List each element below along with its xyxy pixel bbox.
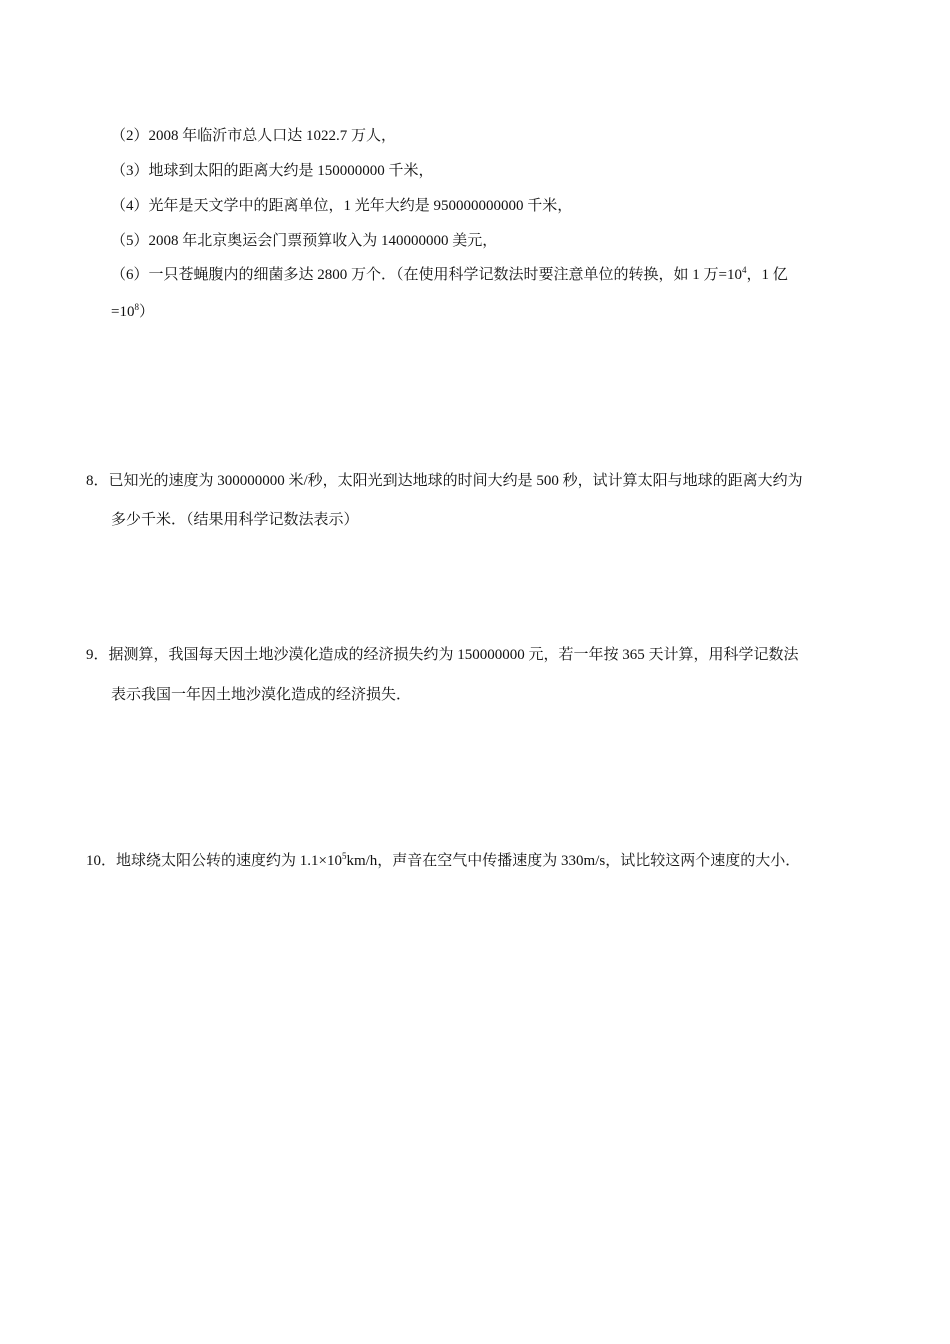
question-text: 8．已知光的速度为 300000000 米/秒，太阳光到达地球的时间大约是 500 秒，试计算太阳与地球的距离大约为 [86,473,803,489]
question-text: 10．地球绕太阳公转的速度约为 1.1×10 [86,853,342,869]
sub-item-4 [111,196,572,216]
sub-item-text: ，1 亿 [746,267,788,283]
sub-item-6-continued [111,302,154,322]
question-9 [86,645,799,665]
sub-item-3 [111,161,434,181]
question-10 [86,851,800,871]
question-9-continued [111,685,411,705]
question-8-continued [111,510,359,530]
sub-item-2 [111,126,396,146]
question-8 [86,471,803,491]
question-text: km/h，声音在空气中传播速度为 330m/s，试比较这两个速度的大小． [346,853,801,869]
sub-item-text: （5）2008 年北京奥运会门票预算收入为 140000000 美元， [111,233,498,249]
sub-item-6 [111,265,788,285]
exponent: 4 [741,265,747,275]
sub-item-text: ） [138,304,154,320]
sub-item-text: （2）2008 年临沂市总人口达 1022.7 万人， [111,128,397,144]
exponent: 5 [341,851,347,861]
sub-item-text: （4）光年是天文学中的距离单位，1 光年大约是 950000000000 千米， [111,198,573,214]
question-text: 9．据测算，我国每天因土地沙漠化造成的经济损失约为 150000000 元，若一年按 365 天计算，用科学记数法 [86,647,799,663]
question-text: 表示我国一年因土地沙漠化造成的经济损失． [111,687,412,703]
sub-item-5 [111,231,497,251]
sub-item-text: （3）地球到太阳的距离大约是 150000000 千米， [111,163,434,179]
question-text: 多少千米．（结果用科学记数法表示） [111,512,359,528]
sub-item-text: （6）一只苍蝇腹内的细菌多达 2800 万个．（在使用科学记数法时要注意单位的转换，如 1 万=10 [111,267,742,283]
exponent: 8 [134,302,139,312]
sub-item-text: =10 [111,304,135,320]
